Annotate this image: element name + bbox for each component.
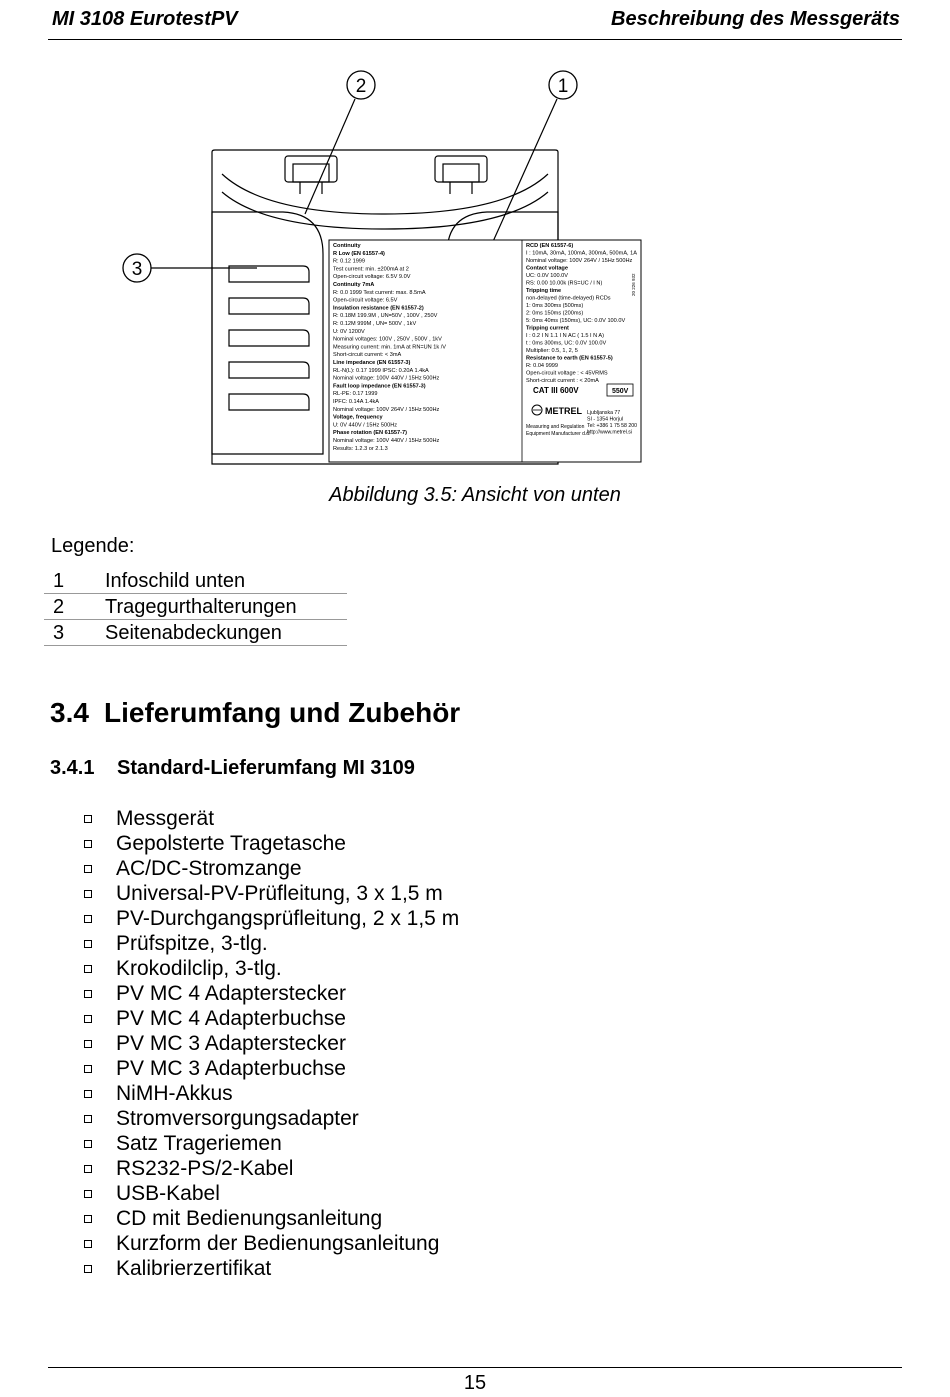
label-line: t : 0ms 300ms, UC: 0.0V 100.0V [526, 340, 607, 347]
svg-text:3: 3 [131, 259, 143, 280]
list-item [80, 881, 459, 906]
label-line: RL-PE: 0.17 1999 [333, 391, 378, 398]
list-item [80, 906, 459, 931]
svg-text:METREL: METREL [545, 406, 582, 416]
label-line: Voltage, frequency [333, 414, 383, 421]
list-item-text: RS232-PS/2-Kabel [116, 1157, 294, 1180]
list-item [80, 1031, 459, 1056]
list-item [80, 1231, 459, 1256]
callout-1 [491, 71, 577, 246]
page-number: 15 [463, 1372, 487, 1394]
checkbox-bullet-icon [84, 915, 92, 923]
label-line: Measuring current: min. 1mA at RN=UN 1k /V [333, 344, 447, 351]
section-number: 3.4 [50, 697, 89, 728]
label-line: Test current: min. ±200mA at 2 [333, 266, 409, 273]
label-line: Tripping time [526, 288, 562, 294]
list-item [80, 981, 459, 1006]
label-line: R: 0.12M 999M , UN= 500V , 1kV [333, 321, 417, 327]
list-item-text: PV MC 4 Adapterstecker [116, 982, 346, 1005]
label-line: Short-circuit current : < 20mA [526, 378, 599, 384]
header-title-right: Beschreibung des Messgeräts [611, 8, 900, 30]
checkbox-bullet-icon [84, 890, 92, 898]
checkbox-bullet-icon [84, 1065, 92, 1073]
checkbox-bullet-icon [84, 1140, 92, 1148]
label-line: Phase rotation (EN 61557-7) [333, 430, 407, 437]
figure-caption: Abbildung 3.5: Ansicht von unten [329, 484, 621, 506]
list-item [80, 806, 459, 831]
list-item-text: Prüfspitze, 3-tlg. [116, 932, 268, 955]
checkbox-bullet-icon [84, 840, 92, 848]
checkbox-bullet-icon [84, 1215, 92, 1223]
list-item-text: AC/DC-Stromzange [116, 857, 302, 880]
label-address-line: Tel: +386 1 75 58 200 [587, 423, 638, 429]
label-line: RL-N(L): 0.17 1999 IPSC: 0.20A 1.4kA [333, 367, 429, 374]
label-line: Multiplier: 0.5, 1, 2, 5 [526, 348, 578, 354]
list-item-text: CD mit Bedienungsanleitung [116, 1207, 383, 1230]
label-line: Open-circuit voltage: 6.5V 9.0V [333, 274, 411, 281]
checkbox-bullet-icon [84, 865, 92, 873]
label-line: Short-circuit current: < 3mA [333, 352, 402, 359]
checkbox-bullet-icon [84, 1265, 92, 1273]
label-line: Open-circuit voltage : < 45VRMS [526, 370, 608, 377]
label-line: Insulation resistance (EN 61557-2) [333, 305, 424, 312]
list-item-text: Messgerät [116, 807, 215, 830]
header-title-left: MI 3108 EurotestPV [52, 8, 238, 30]
header-rule [48, 39, 902, 40]
list-item [80, 1106, 459, 1131]
legend-title: Legende: [51, 535, 135, 557]
legend-table [44, 568, 347, 646]
callout-2 [305, 71, 375, 214]
label-line: UC: 0.0V 100.0V [526, 273, 568, 279]
list-item [80, 1006, 459, 1031]
list-item-text: PV MC 3 Adapterbuchse [116, 1057, 346, 1080]
label-line: Nominal voltage: 100V 440V / 15Hz 500Hz [333, 375, 440, 382]
list-item-text: PV MC 3 Adapterstecker [116, 1032, 346, 1055]
subsection-title: Standard-Lieferumfang MI 3109 [117, 757, 415, 779]
subsection-heading [50, 757, 415, 780]
label-line: IPFC: 0.14A 1.4kA [333, 399, 380, 405]
legend-row [44, 568, 347, 594]
checkbox-bullet-icon [84, 1040, 92, 1048]
label-line: R: 0.04 9999 [526, 363, 559, 369]
label-line: R: 0.0 1999 Test current: max. 8.5mA [333, 289, 426, 296]
label-line: 1: 0ms 300ms (500ms) [526, 303, 584, 309]
list-item [80, 831, 459, 856]
list-item [80, 956, 459, 981]
list-item [80, 1156, 459, 1181]
list-item-text: PV MC 4 Adapterbuchse [116, 1007, 346, 1030]
label-line: Line impedance (EN 61557-3) [333, 360, 411, 366]
list-item-text: Gepolsterte Tragetasche [116, 832, 346, 855]
list-item [80, 1131, 459, 1156]
list-item-text: Stromversorgungsadapter [116, 1107, 359, 1130]
label-line: Contact voltage [526, 265, 568, 272]
checkbox-bullet-icon [84, 1165, 92, 1173]
checkbox-bullet-icon [84, 1190, 92, 1198]
label-line: I : 10mA, 30mA, 100mA, 300mA, 500mA, 1A [526, 250, 637, 257]
legend-row-num: 2 [44, 594, 105, 620]
legend-row-text: Tragegurthalterungen [105, 594, 347, 620]
section-heading [50, 697, 460, 729]
legend-row [44, 620, 347, 646]
label-line: Open-circuit voltage: 6.5V [333, 297, 398, 304]
label-line: Resistance to earth (EN 61557-5) [526, 355, 613, 362]
checkbox-bullet-icon [84, 815, 92, 823]
label-line: Continuity 7mA [333, 282, 375, 288]
legend-row-text: Seitenabdeckungen [105, 620, 347, 646]
list-item-text: NiMH-Akkus [116, 1082, 233, 1105]
label-line: RS: 0.00 10.00k (RS=UC / I N) [526, 280, 603, 287]
list-item [80, 1056, 459, 1081]
list-item-text: Kurzform der Bedienungsanleitung [116, 1232, 440, 1255]
label-line: Results: 1.2.3 or 2.1.3 [333, 445, 388, 452]
label-line: Nominal voltage: 100V 440V / 15Hz 500Hz [333, 438, 440, 444]
label-line: Nominal voltage: 100V 264V / 15Hz 500Hz [333, 406, 440, 413]
list-item-text: USB-Kabel [116, 1182, 220, 1205]
checkbox-bullet-icon [84, 1115, 92, 1123]
legend-row-num: 1 [44, 568, 105, 594]
list-item [80, 1081, 459, 1106]
list-item [80, 1181, 459, 1206]
section-title: Lieferumfang und Zubehör [104, 697, 461, 728]
list-item-text: PV-Durchgangsprüfleitung, 2 x 1,5 m [116, 907, 460, 930]
label-line: R: 0.18M 199.9M , UN=50V , 100V , 250V [333, 313, 438, 320]
label-line: U: 0V 440V / 15Hz 500Hz [333, 422, 398, 429]
label-address-line: Ljubljanska 77 [587, 410, 621, 416]
checkbox-bullet-icon [84, 965, 92, 973]
label-line: Continuity [333, 243, 361, 249]
instrument-bottom-view [105, 64, 665, 474]
label-address-line: SI - 1354 Horjul [587, 416, 624, 423]
label-line: I : 0.2 I N 1.1 I N AC ( 1.5 I N A) [526, 333, 605, 339]
label-line: 2: 0ms 150ms (200ms) [526, 310, 584, 317]
label-line: R Low (EN 61557-4) [333, 250, 385, 257]
label-line: RCD (EN 61557-6) [526, 243, 574, 249]
svg-text:CAT III 600V: CAT III 600V [533, 386, 579, 395]
delivery-items-list [80, 806, 459, 1281]
svg-text:2: 2 [355, 76, 367, 97]
checkbox-bullet-icon [84, 940, 92, 948]
label-maker-line1: Measuring and Regulation [526, 424, 585, 430]
list-item [80, 1256, 459, 1281]
svg-text:550V: 550V [612, 388, 629, 395]
footer-rule [48, 1367, 902, 1368]
legend-row [44, 594, 347, 620]
checkbox-bullet-icon [84, 1090, 92, 1098]
legend-row-num: 3 [44, 620, 105, 646]
label-serial: 20 226 932 [631, 273, 636, 296]
list-item [80, 931, 459, 956]
label-line: R: 0.12 1999 [333, 258, 366, 265]
label-line: Tripping current [526, 325, 569, 332]
label-line: Nominal voltage: 100V 264V / 15Hz 500Hz [526, 258, 633, 264]
checkbox-bullet-icon [84, 1015, 92, 1023]
subsection-number: 3.4.1 [50, 757, 95, 779]
label-line: U: 0V 1200V [333, 328, 365, 335]
legend-row-text: Infoschild unten [105, 568, 347, 594]
list-item-text: Satz Trageriemen [116, 1132, 282, 1155]
list-item [80, 1206, 459, 1231]
label-maker-line2: Equipment Manufacturer d.d. [526, 431, 591, 437]
svg-text:1: 1 [557, 76, 569, 97]
label-line: Nominal voltages: 100V , 250V , 500V , 1kV [333, 336, 442, 343]
label-address-line: http://www.metrel.si [587, 429, 632, 436]
list-item-text: Universal-PV-Prüfleitung, 3 x 1,5 m [116, 882, 443, 905]
label-line: non-delayed (time-delayed) RCDs [526, 295, 611, 302]
label-line: 5: 0ms 40ms (150ms), UC: 0.0V 100.0V [526, 318, 626, 324]
label-line: Fault loop impedance (EN 61557-3) [333, 383, 426, 390]
checkbox-bullet-icon [84, 1240, 92, 1248]
list-item-text: Krokodilclip, 3-tlg. [116, 957, 282, 980]
checkbox-bullet-icon [84, 990, 92, 998]
callout-3 [123, 254, 257, 282]
list-item-text: Kalibrierzertifikat [116, 1257, 272, 1280]
list-item [80, 856, 459, 881]
